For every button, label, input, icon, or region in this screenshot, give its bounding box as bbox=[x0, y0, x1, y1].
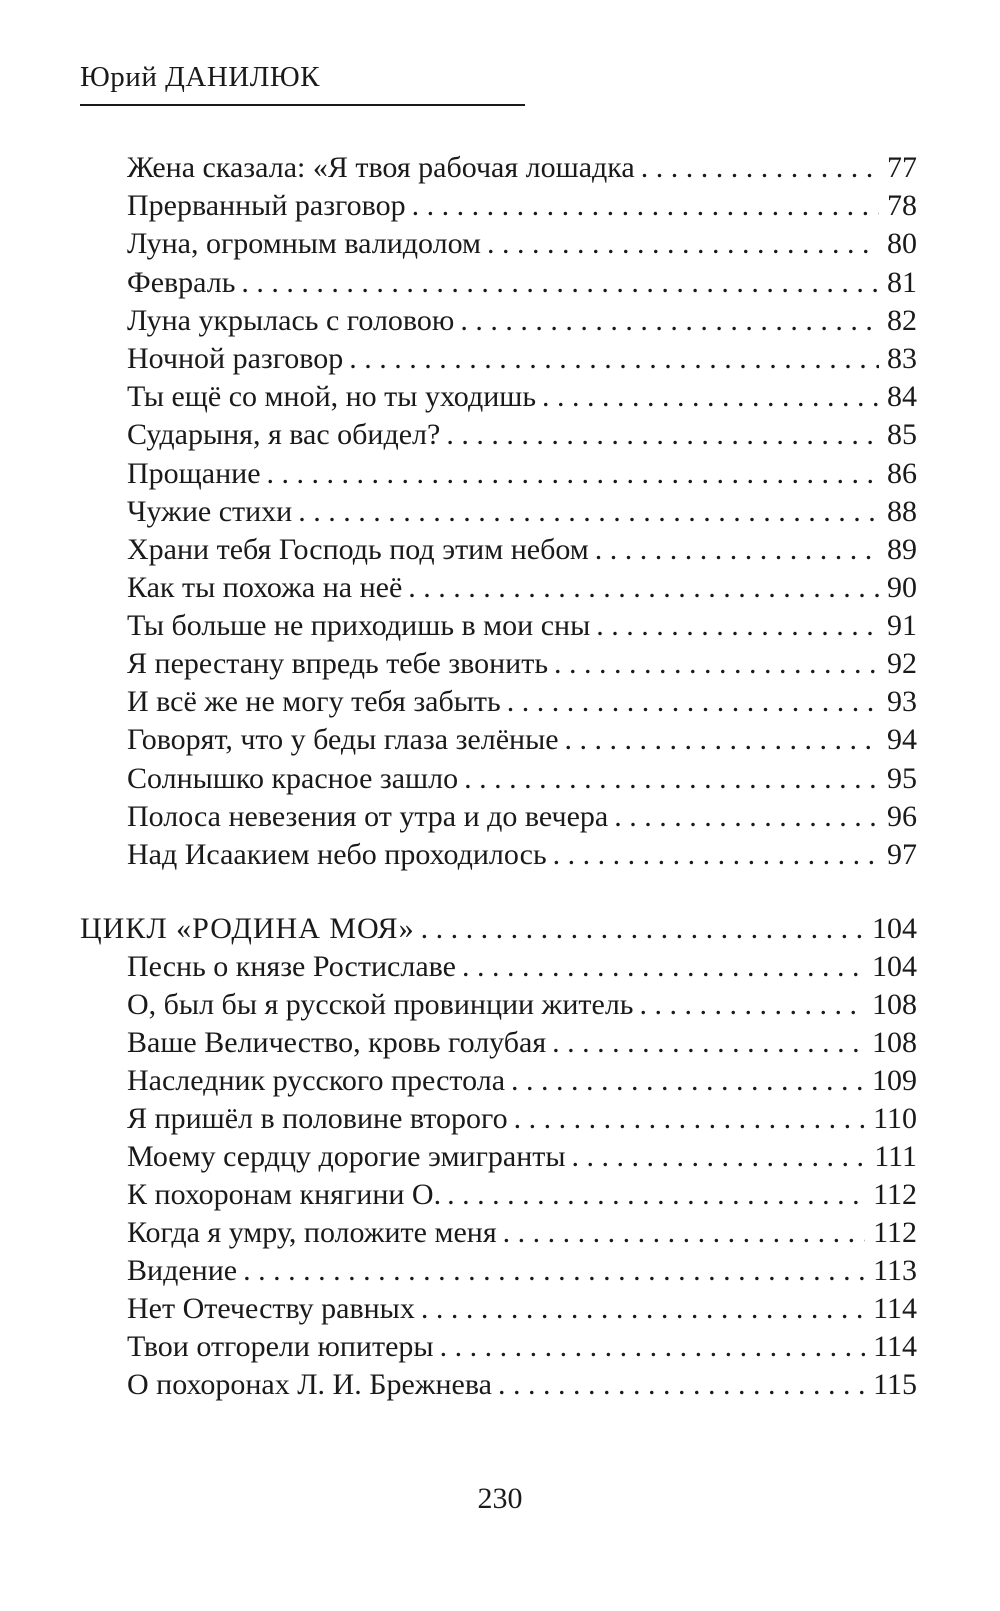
toc-entry bbox=[127, 683, 917, 721]
toc-entry bbox=[127, 340, 917, 378]
toc-entry-page: 82 bbox=[887, 304, 917, 337]
toc-entry bbox=[127, 1252, 917, 1290]
toc-entry-page: 84 bbox=[887, 380, 917, 413]
toc-entry-page: 114 bbox=[873, 1292, 917, 1325]
toc-entry bbox=[127, 149, 917, 187]
toc-entry bbox=[127, 225, 917, 263]
toc-entry-page: 115 bbox=[873, 1368, 917, 1401]
toc-leader-dots bbox=[553, 836, 879, 874]
toc-entry-title: Нет Отечеству равных bbox=[127, 1292, 415, 1325]
toc-entry-title: Луна укрылась с головою bbox=[127, 304, 455, 337]
toc-leader-dots bbox=[514, 1100, 866, 1138]
toc-entry-title: Ваше Величество, кровь голубая bbox=[127, 1026, 547, 1059]
toc-entry bbox=[127, 493, 917, 531]
toc-entry-page: 110 bbox=[873, 1102, 917, 1135]
toc-leader-dots bbox=[241, 264, 879, 302]
toc-entry-title: Моему сердцу дорогие эмигранты bbox=[127, 1140, 566, 1173]
toc-entry-page: 81 bbox=[887, 266, 917, 299]
toc-entry bbox=[127, 455, 917, 493]
toc-entry-page: 112 bbox=[873, 1216, 917, 1249]
toc-entry bbox=[127, 760, 917, 798]
toc-entry-title: Я пришёл в половине второго bbox=[127, 1102, 508, 1135]
toc-leader-dots bbox=[572, 1138, 867, 1176]
toc-entry-title: Прощание bbox=[127, 457, 261, 490]
toc-leader-dots bbox=[460, 302, 879, 340]
toc-entry bbox=[127, 721, 917, 759]
toc-entry-page: 113 bbox=[873, 1254, 917, 1287]
toc-entry bbox=[127, 569, 917, 607]
toc-leader-dots bbox=[552, 1024, 864, 1062]
toc-entry-title: Над Исаакием небо проходилось bbox=[127, 838, 547, 871]
toc-entry bbox=[127, 1328, 917, 1366]
toc-entry-title: Наследник русского престола bbox=[127, 1064, 506, 1097]
toc-entry-title: Храни тебя Господь под этим небом bbox=[127, 533, 589, 566]
toc-entry bbox=[127, 1214, 917, 1252]
toc-entry-page: 78 bbox=[887, 189, 917, 222]
toc-leader-dots bbox=[554, 645, 879, 683]
toc-leader-dots bbox=[565, 721, 879, 759]
toc-leader-dots bbox=[542, 378, 879, 416]
toc-entry bbox=[127, 607, 917, 645]
toc-leader-dots bbox=[462, 948, 864, 986]
toc-leader-dots bbox=[447, 1176, 865, 1214]
toc-leader-dots bbox=[412, 187, 879, 225]
section-page: 104 bbox=[872, 912, 917, 945]
toc-entry bbox=[127, 1138, 917, 1176]
header-author: Юрий ДАНИЛЮК bbox=[80, 60, 525, 106]
toc-leader-dots bbox=[464, 760, 879, 798]
toc-entry-page: 80 bbox=[887, 227, 917, 260]
toc-leader-dots bbox=[503, 1214, 865, 1252]
toc-entry-title: Ночной разговор bbox=[127, 342, 344, 375]
toc-entry bbox=[127, 645, 917, 683]
toc-entry-page: 91 bbox=[887, 609, 917, 642]
toc-leader-dots bbox=[446, 416, 879, 454]
toc-entry-title: Говорят, что у беды глаза зелёные bbox=[127, 723, 559, 756]
toc-leader-dots bbox=[298, 493, 879, 531]
toc-entry bbox=[127, 1290, 917, 1328]
toc-entry-title: О похоронах Л. И. Брежнева bbox=[127, 1368, 492, 1401]
toc-leader-dots bbox=[267, 455, 879, 493]
toc-entry-page: 111 bbox=[874, 1140, 917, 1173]
toc-entry-page: 86 bbox=[887, 457, 917, 490]
toc-leader-dots bbox=[349, 340, 879, 378]
toc-entry-page: 93 bbox=[887, 685, 917, 718]
toc-entry-page: 89 bbox=[887, 533, 917, 566]
toc-leader-dots bbox=[421, 910, 864, 948]
toc-entry-page: 85 bbox=[887, 418, 917, 451]
toc-leader-dots bbox=[487, 225, 879, 263]
toc-leader-dots bbox=[408, 569, 879, 607]
toc-entry-title: Ты больше не приходишь в мои сны bbox=[127, 609, 591, 642]
toc-entry-page: 108 bbox=[872, 988, 917, 1021]
toc-entry-title: Я перестану впредь тебе звонить bbox=[127, 647, 549, 680]
toc-entry-page: 112 bbox=[873, 1178, 917, 1211]
toc-entry-title: Луна, огромным валидолом bbox=[127, 227, 482, 260]
toc-entry-title: Солнышко красное зашло bbox=[127, 762, 459, 795]
toc-entry-title: Жена сказала: «Я твоя рабочая лошадка bbox=[127, 151, 635, 184]
toc-entry-title: Когда я умру, положите меня bbox=[127, 1216, 497, 1249]
toc-entry-page: 94 bbox=[887, 723, 917, 756]
toc-entry bbox=[127, 531, 917, 569]
toc-entry bbox=[127, 1100, 917, 1138]
toc-entry bbox=[127, 836, 917, 874]
toc-entry-page: 96 bbox=[887, 800, 917, 833]
toc-entry-title: Видение bbox=[127, 1254, 238, 1287]
toc-entry-page: 109 bbox=[872, 1064, 917, 1097]
page-number: 230 bbox=[477, 1482, 523, 1515]
toc-leader-dots bbox=[507, 683, 879, 721]
toc-entry-title: Как ты похожа на неё bbox=[127, 571, 403, 604]
toc-leader-dots bbox=[498, 1366, 865, 1404]
toc-leader-dots bbox=[511, 1062, 864, 1100]
toc-entry bbox=[127, 986, 917, 1024]
toc-entry bbox=[127, 948, 917, 986]
toc-entry bbox=[127, 1062, 917, 1100]
toc-entry bbox=[127, 1366, 917, 1404]
toc-entry bbox=[127, 302, 917, 340]
toc-entry bbox=[127, 798, 917, 836]
toc-entry bbox=[127, 187, 917, 225]
toc-section-heading bbox=[80, 910, 917, 948]
toc-leader-dots bbox=[641, 149, 879, 187]
toc-entry-page: 95 bbox=[887, 762, 917, 795]
toc-leader-dots bbox=[596, 607, 879, 645]
toc-entry-title: Ты ещё со мной, но ты уходишь bbox=[127, 380, 537, 413]
toc-entry-title: Полоса невезения от утра и до вечера bbox=[127, 800, 609, 833]
toc-entry-title: Прерванный разговор bbox=[127, 189, 406, 222]
toc-leader-dots bbox=[595, 531, 879, 569]
toc-entry bbox=[127, 378, 917, 416]
toc-entry-page: 108 bbox=[872, 1026, 917, 1059]
toc-entry-title: Песнь о князе Ростиславе bbox=[127, 950, 456, 983]
toc-leader-dots bbox=[614, 798, 879, 836]
toc-entry-page: 77 bbox=[887, 151, 917, 184]
toc-leader-dots bbox=[243, 1252, 865, 1290]
toc-entry-title: Чужие стихи bbox=[127, 495, 293, 528]
toc-entry-title: К похоронам княгини О. bbox=[127, 1178, 442, 1211]
toc-entry bbox=[127, 1024, 917, 1062]
toc-entry bbox=[127, 416, 917, 454]
toc-entry-page: 88 bbox=[887, 495, 917, 528]
toc-entry-title: Твои отгорели юпитеры bbox=[127, 1330, 434, 1363]
toc-entry-page: 83 bbox=[887, 342, 917, 375]
toc-entry-page: 114 bbox=[873, 1330, 917, 1363]
toc-entry-page: 97 bbox=[887, 838, 917, 871]
toc-leader-dots bbox=[639, 986, 864, 1024]
toc-entry bbox=[127, 264, 917, 302]
toc-leader-dots bbox=[421, 1290, 865, 1328]
toc-entry-page: 104 bbox=[872, 950, 917, 983]
toc-entry-title: О, был бы я русской провинции житель bbox=[127, 988, 634, 1021]
toc-entry-title: Сударыня, я вас обидел? bbox=[127, 418, 441, 451]
toc-entry-title: Февраль bbox=[127, 266, 236, 299]
toc-entry-page: 92 bbox=[887, 647, 917, 680]
toc-entry-title: И всё же не могу тебя забыть bbox=[127, 685, 501, 718]
toc-entry-page: 90 bbox=[887, 571, 917, 604]
running-header bbox=[80, 60, 525, 106]
toc-entry bbox=[127, 1176, 917, 1214]
section-title: ЦИКЛ «РОДИНА МОЯ» bbox=[80, 912, 415, 945]
toc-leader-dots bbox=[440, 1328, 866, 1366]
